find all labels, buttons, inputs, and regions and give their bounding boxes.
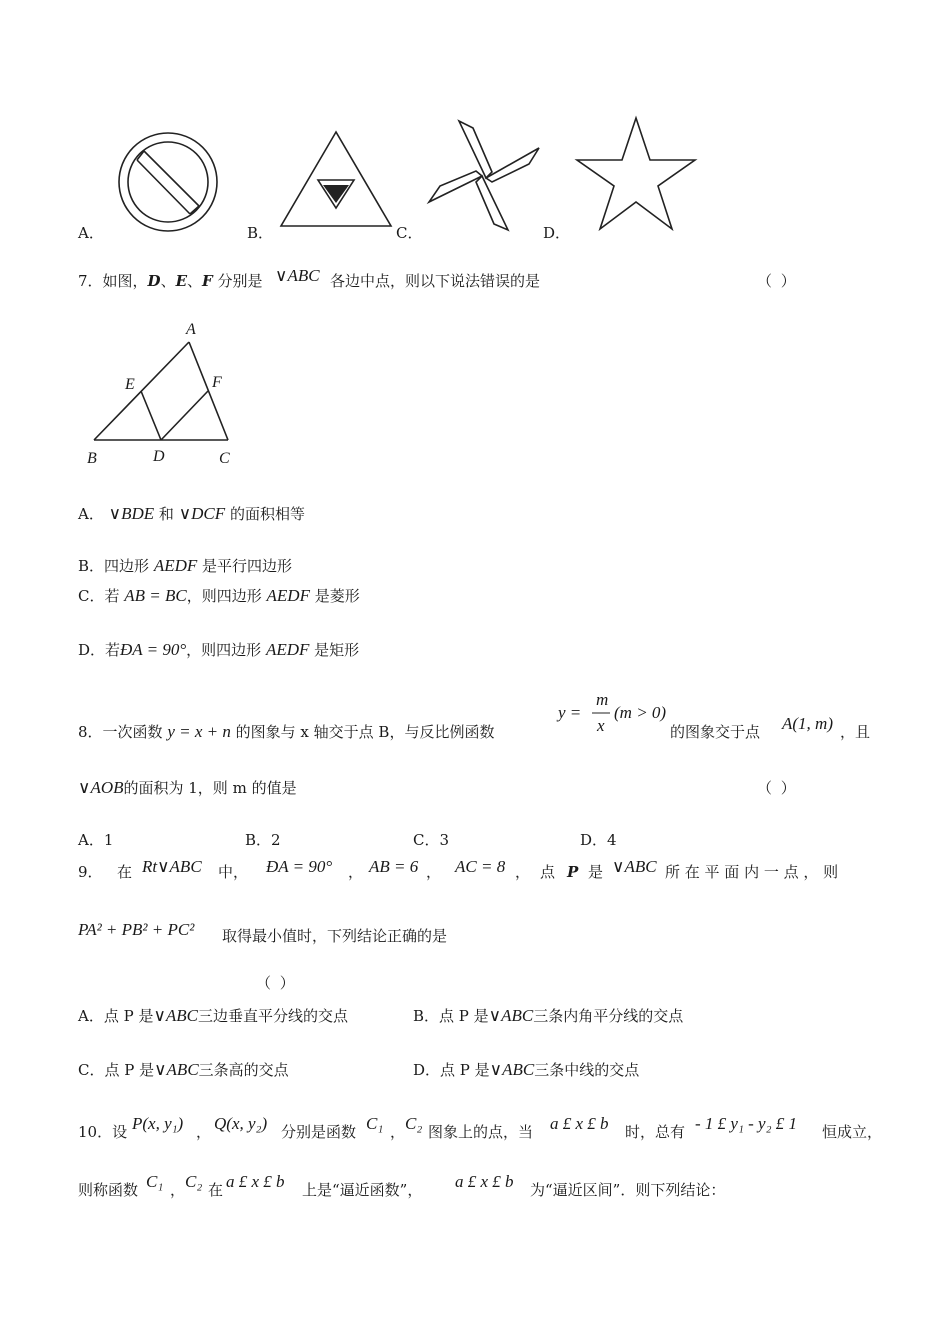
q8-line2: ∨AOB的面积为 1，则 m 的值是 [78, 778, 297, 797]
q10-end1: 恒成立， [822, 1123, 883, 1141]
q8-stem-mid: 的图象交于点 [670, 723, 761, 741]
figure-label-d: D [153, 448, 165, 465]
q9-rt-triangle: Rt∨ABC [142, 857, 202, 876]
q10-point-p: P(x, y₁) [132, 1114, 184, 1133]
q9-option-a: A．点 P 是∨ABC三边垂直平分线的交点 [78, 1006, 349, 1025]
q9-line2: 取得最小值时，下列结论正确的是 [222, 927, 448, 945]
q9-stem-end: 所 在 平 面 内 一 点 ， 则 [665, 863, 839, 881]
q8-fraction-bar [592, 712, 612, 714]
q10-line2-range: a £ x £ b [226, 1172, 285, 1191]
q9-expression: PA² + PB² + PC² [78, 920, 195, 939]
star-figure [574, 116, 698, 232]
q9-angle: ÐA = 90° [266, 857, 333, 876]
q10-function-c2: C₂ [405, 1114, 423, 1133]
no-sign-figure [116, 128, 224, 238]
q9-word-is: 是 [588, 863, 604, 881]
q10-range: a £ x £ b [550, 1114, 609, 1133]
q10-line2-end: 为“逼近区间”．则下列结论： [530, 1181, 726, 1199]
q8-stem-end: ，且 [840, 723, 871, 741]
q8-point: A(1, m) [782, 714, 833, 733]
q10-line2-mid: 上是“逼近函数”， [302, 1181, 423, 1199]
figure-label-e: E [125, 376, 135, 393]
q10-line2-c2: C₂ [185, 1172, 203, 1191]
q10-point-q: Q(x, y₂) [214, 1114, 268, 1133]
option-d-label: D． [543, 224, 571, 242]
q9-word-in: 在 [117, 863, 133, 881]
q7-option-a: A． ∨BDE 和 ∨DCF 的面积相等 [78, 504, 305, 523]
q7-stem: 7．如图，D、E、F 分别是 [78, 272, 263, 290]
q10-function-c1: C₁ [366, 1114, 384, 1133]
option-c-label: C． [396, 224, 423, 242]
q8-option-d: D．4 [580, 831, 617, 849]
q7-answer-blank: （ ） [757, 272, 798, 290]
q10-comma2: ， [390, 1123, 406, 1141]
q7-triangle-symbol: ∨ABC [275, 266, 320, 285]
figure-label-c: C [219, 450, 230, 467]
q8-inverse-denominator: x [597, 716, 605, 735]
q9-num: 9． [78, 863, 103, 881]
q7-option-d: D．若ÐA = 90°，则四边形 AEDF 是矩形 [78, 640, 360, 659]
q10-mid2: 图象上的点，当 [428, 1123, 534, 1141]
option-a-label: A． [78, 224, 104, 242]
q10-line2-in: 在 [208, 1181, 224, 1199]
q9-comma1: ， [348, 863, 364, 881]
figure-label-b: B [87, 450, 97, 467]
q9-comma2: ， [426, 863, 442, 881]
q9-ab: AB = 6 [369, 857, 419, 876]
q7-triangle-figure [80, 316, 250, 471]
q8-stem: 8．一次函数 y = x + n 的图象与 x 轴交于点 B，与反比例函数 [78, 722, 495, 741]
q9-p: P [567, 863, 579, 881]
q9-option-c: C．点 P 是∨ABC三条高的交点 [78, 1060, 289, 1079]
q8-inverse-numerator: m [596, 690, 609, 709]
q10-line2-range2: a £ x £ b [455, 1172, 514, 1191]
q9-word-mid: 中， [218, 863, 249, 881]
q10-mid1: 分别是函数 [281, 1123, 357, 1141]
q9-comma3: ， [515, 863, 531, 881]
q10-prefix: 10．设 [78, 1123, 128, 1141]
q10-inequality: - 1 £ y₁ - y₂ £ 1 [695, 1114, 797, 1133]
q10-line2-prefix: 则称函数 [78, 1181, 139, 1199]
q9-option-b: B．点 P 是∨ABC三条内角平分线的交点 [413, 1006, 684, 1025]
q8-option-b: B．2 [245, 831, 281, 849]
q8-option-c: C．3 [413, 831, 450, 849]
q9-triangle: ∨ABC [612, 857, 657, 876]
q8-inverse-condition: (m > 0) [614, 703, 667, 722]
pinwheel-figure [426, 116, 542, 234]
q10-mid3: 时，总有 [625, 1123, 686, 1141]
q9-option-d: D．点 P 是∨ABC三条中线的交点 [413, 1060, 640, 1079]
q8-option-a: A．1 [78, 831, 114, 849]
option-b-label: B． [247, 224, 274, 242]
q9-answer-blank: （ ） [256, 974, 297, 992]
triangle-in-triangle-figure [279, 130, 395, 228]
q7-option-b: B．四边形 AEDF 是平行四边形 [78, 556, 293, 575]
figure-label-f: F [212, 374, 222, 391]
q10-comma1: ， [196, 1123, 212, 1141]
figure-label-a: A [186, 321, 196, 338]
q9-word-point: 点 [540, 863, 556, 881]
q9-ac: AC = 8 [455, 857, 506, 876]
q8-inverse-y: y = [558, 703, 582, 722]
q8-answer-blank: （ ） [757, 779, 798, 797]
q10-line2-comma: ， [170, 1181, 186, 1199]
q7-option-c: C．若 AB = BC，则四边形 AEDF 是菱形 [78, 586, 360, 605]
q10-line2-c1: C₁ [146, 1172, 164, 1191]
q7-stem-end: 各边中点，则以下说法错误的是 [330, 272, 541, 290]
